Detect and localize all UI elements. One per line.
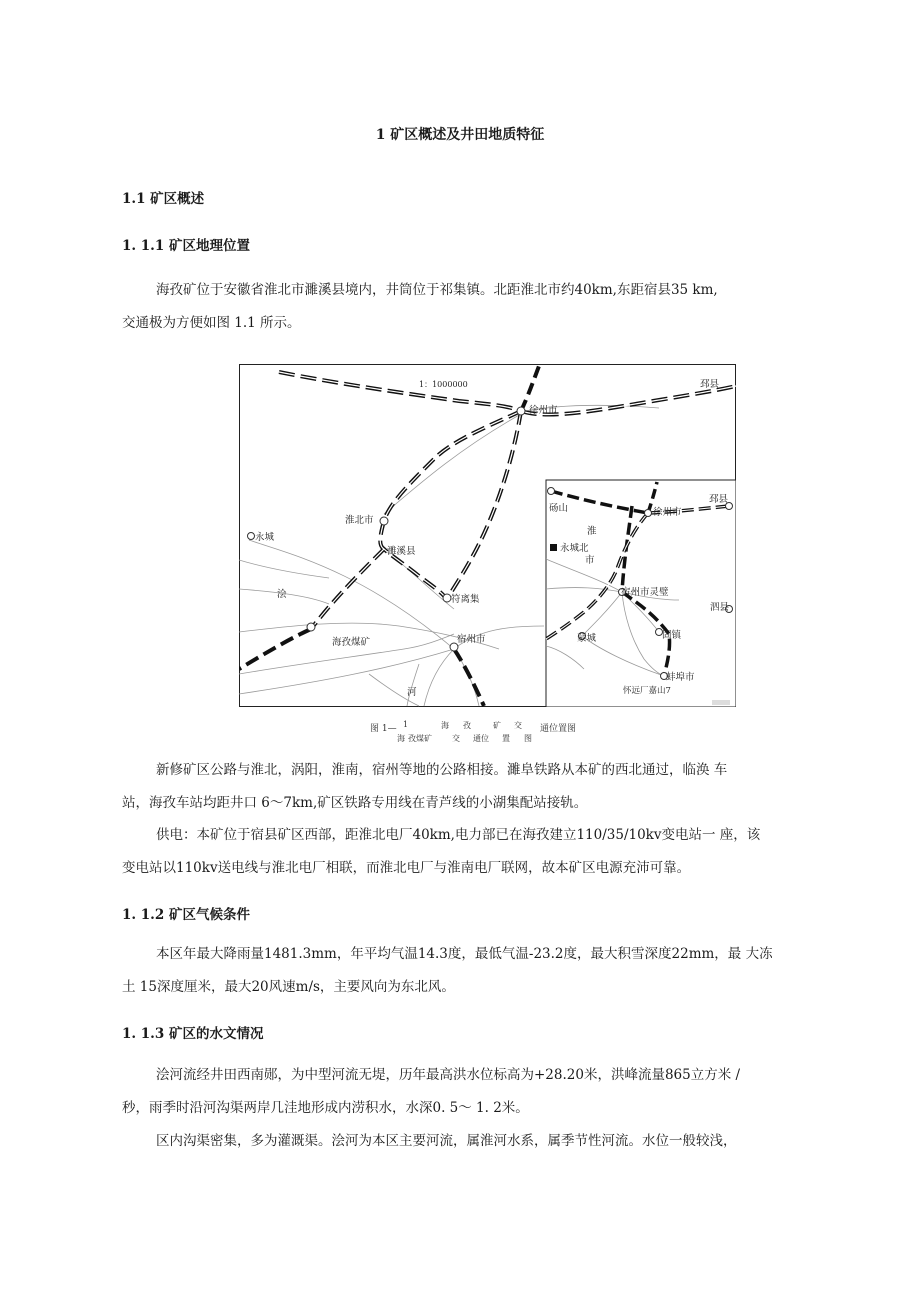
map-label-suixi: 濉溪县: [387, 546, 416, 557]
inset-label-suzhou-lingbi: 宿州市灵璧: [621, 587, 669, 598]
caption-fragment: 交: [514, 721, 522, 730]
map-label-haizi: 海孜煤矿: [332, 637, 371, 648]
inset-label-huai: 淮: [587, 526, 597, 537]
inset-label-bengbu: 蚌埠市: [666, 672, 695, 683]
caption-fragment: 海: [397, 734, 405, 743]
scan-artifact: [712, 700, 730, 705]
paragraph-power: [122, 819, 812, 885]
paragraph-hydro-1: [122, 1059, 812, 1125]
map-scale: 1：1000000: [419, 380, 468, 389]
location-map: [239, 364, 736, 707]
figure-caption-tail: 通位置图: [540, 724, 577, 734]
section-heading-1-1: 1.1 矿区概述: [122, 191, 205, 207]
inset-label-huaiyuan: 怀远厂嘉山7: [623, 686, 671, 696]
paragraph-line: 区内沟渠密集，多为灌溉渠。浍河为本区主要河流，属淮河水系，属季节性河流。水位一般较浅，: [156, 1133, 737, 1149]
yongcheng-bei-marker: [550, 544, 557, 551]
paragraph-line: 新修矿区公路与淮北，涡阳，淮南，宿州等地的公路相接。濉阜铁路从本矿的西北通过，临涣 车: [156, 762, 728, 778]
figure-caption-prefix: 图 1—: [370, 724, 397, 734]
paragraph-climate: [122, 938, 812, 1004]
map-label-yongcheng: 永城: [255, 532, 275, 543]
paragraph-line: 站，海孜车站均距井口 6〜7km,矿区铁路专用线在青芦线的小湖集配站接轨。: [122, 795, 588, 811]
inset-label-mengcheng: 蒙城: [577, 633, 597, 644]
caption-fragment: 矿: [493, 721, 501, 730]
caption-fragment: 1: [403, 720, 409, 729]
haizi-marker: [307, 623, 315, 631]
inset-label-yongcheng-bei: 永城北: [560, 543, 589, 554]
inset-label-dangshan: 砀山: [549, 503, 569, 514]
inset-label-pixian: 邳县: [709, 494, 729, 505]
inset-map: [546, 480, 736, 707]
paragraph-line: 供电：本矿位于宿县矿区西部，距淮北电厂40km,电力部已在海孜建立110/35/10kv变电站一 座，该: [156, 827, 761, 843]
map-label-he: 河: [407, 687, 417, 698]
paragraph-line: 变电站以110kv送电线与淮北电厂相联，而淮北电厂与淮南电厂联网，故本矿区电源充沛可靠。: [122, 860, 691, 876]
map-label-kuai: 浍: [277, 589, 287, 600]
section-heading-1-1-2: 1. 1.2 矿区气候条件: [122, 907, 250, 923]
section-heading-1-1-3: 1. 1.3 矿区的水文情况: [122, 1026, 264, 1042]
caption-fragment: 图: [524, 734, 532, 743]
xuzhou-marker: [517, 407, 525, 415]
caption-fragment: 孜: [463, 721, 471, 730]
inset-label-xuzhou: 徐州市: [653, 507, 682, 518]
inset-label-guzhen: 固镇: [662, 630, 682, 641]
caption-fragment: 置: [502, 734, 510, 743]
paragraph-line: 土 15深度厘米，最大20风速m/s，主要风向为东北风。: [122, 979, 455, 995]
caption-fragment: 海: [441, 721, 449, 730]
paragraph-line: 海孜矿位于安徽省淮北市濉溪县境内，井筒位于祁集镇。北距淮北市约40km,东距宿县35 km,: [156, 282, 718, 298]
paragraph-line: 交通极为方便如图 1.1 所示。: [122, 315, 301, 331]
paragraph-line: 浍河流经井田西南郧，为中型河流无堤，历年最高洪水位标高为+28.20米，洪峰流量865立方米 /: [156, 1067, 741, 1083]
map-label-pixian: 邳县: [700, 379, 720, 390]
paragraph-hydro-2: [122, 1125, 812, 1158]
paragraph-line: 秒，雨季时沿河沟渠两岸几洼地形成内涝积水，水深0. 5〜 1. 2米。: [122, 1100, 529, 1116]
caption-fragment: 交: [452, 734, 460, 743]
inset-label-shi: 市: [585, 555, 595, 566]
map-label-suzhou: 宿州市: [457, 634, 486, 645]
map-label-huaibei: 淮北市: [345, 515, 374, 526]
inset-label-sixian: 泗县: [710, 602, 730, 613]
map-label-xuzhou: 徐州市: [529, 405, 558, 416]
huaibei-marker: [380, 517, 388, 525]
paragraph-location: [122, 274, 812, 340]
paragraph-line: 本区年最大降雨量1481.3mm，年平均气温14.3度，最低气温-23.2度，最大积雪深度22mm，最 大冻: [156, 946, 773, 962]
chapter-title: 1 矿区概述及井田地质特征: [375, 127, 545, 143]
paragraph-road: [122, 754, 812, 820]
caption-fragment: 孜煤矿: [408, 734, 432, 743]
map-label-fuliji: 符离集: [451, 594, 480, 605]
yongcheng-marker: [248, 533, 255, 540]
fuliji-marker: [443, 594, 451, 602]
section-heading-1-1-1: 1. 1.1 矿区地理位置: [122, 238, 250, 254]
caption-fragment: 通位: [473, 734, 489, 743]
